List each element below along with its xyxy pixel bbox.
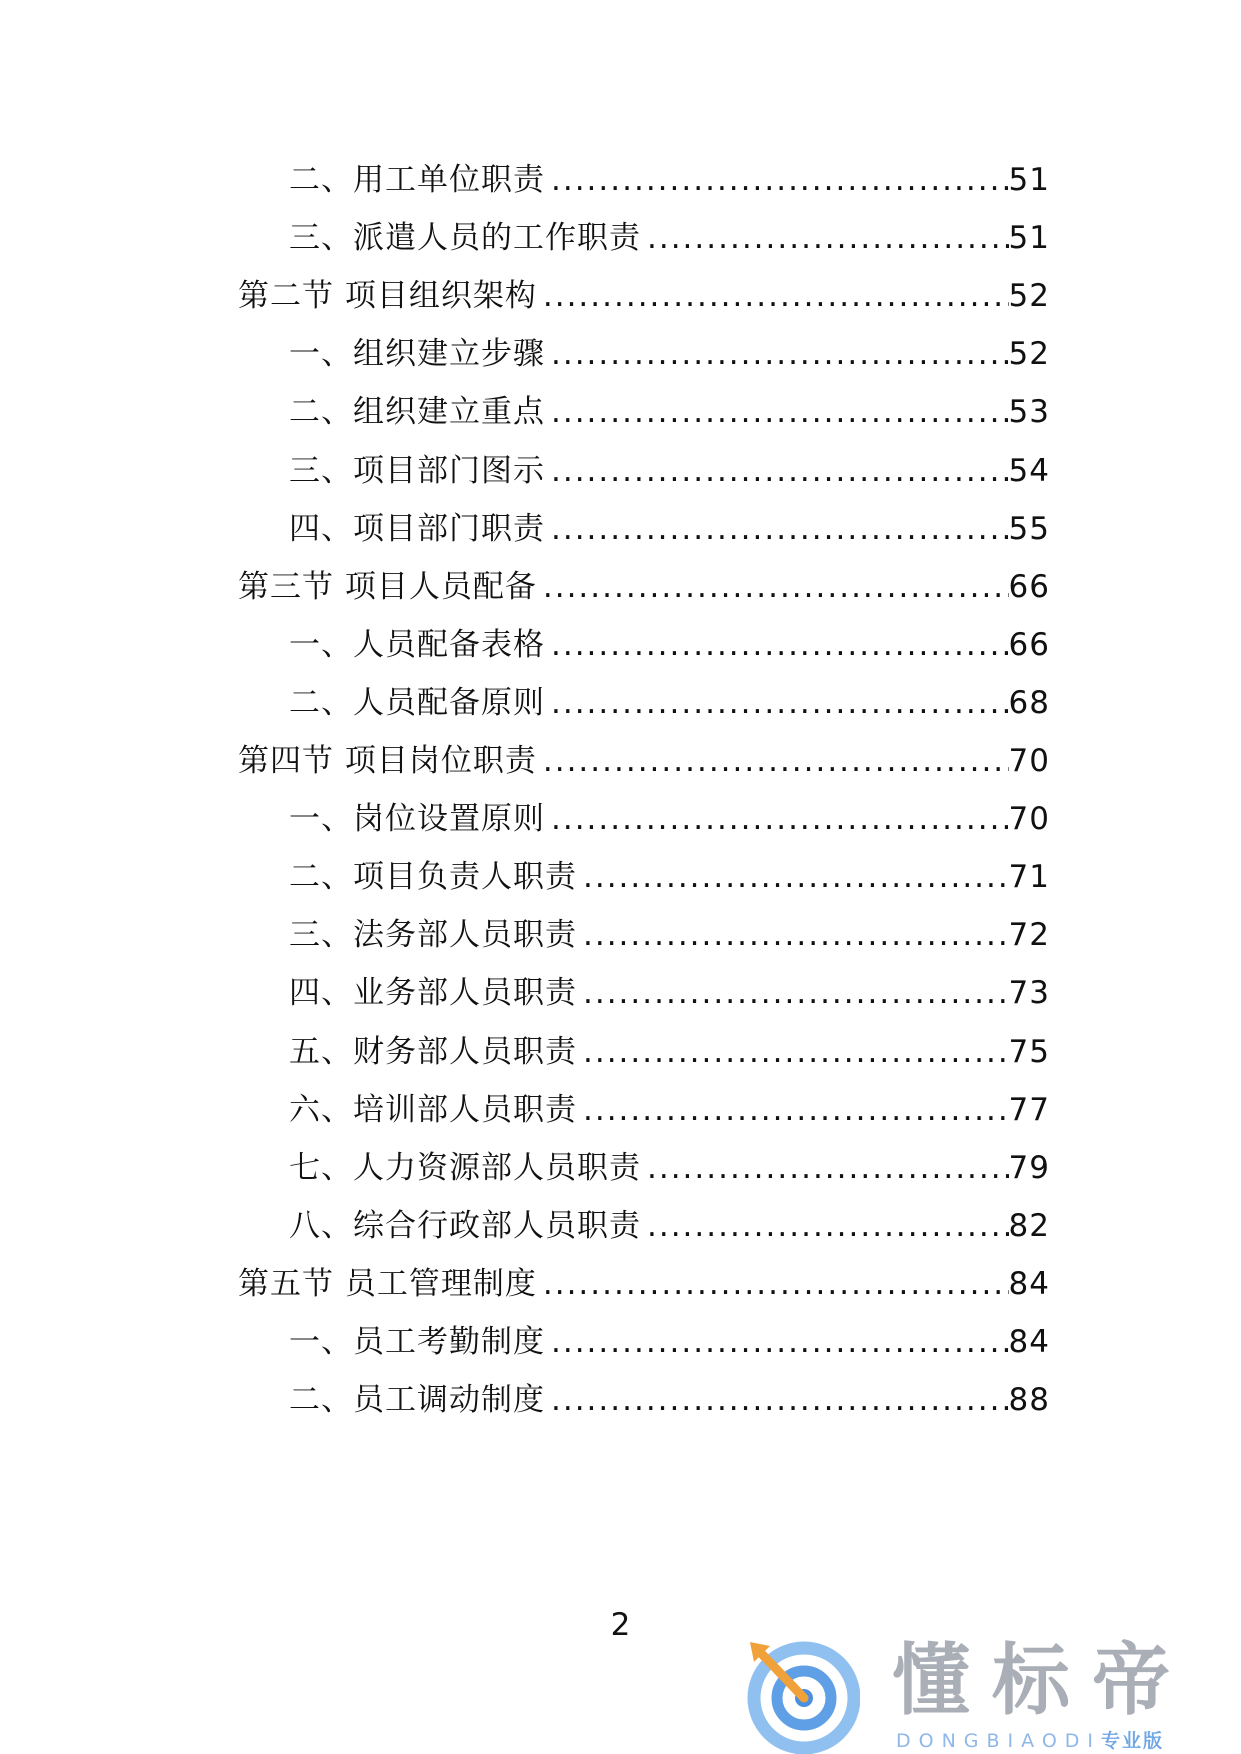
toc-entry-page: 75 [1008, 1033, 1050, 1070]
page-number: 2 [610, 1607, 631, 1643]
toc-entry-title: 三、项目部门图示 [289, 452, 545, 489]
toc-dot-leader [545, 683, 1009, 723]
toc-dot-leader [545, 799, 1009, 839]
toc-dot-leader [577, 973, 1009, 1013]
toc-entry-title: 三、法务部人员职责 [289, 917, 577, 954]
toc-entry-title: 第三节 项目人员配备 [238, 568, 537, 605]
toc-subsection-entry[interactable] [289, 392, 1050, 432]
toc-entry-title: 五、财务部人员职责 [289, 1033, 577, 1070]
toc-section-entry[interactable] [238, 567, 1050, 607]
toc-dot-leader [545, 509, 1009, 549]
toc-entry-page: 52 [1008, 278, 1050, 315]
toc-entry-page: 70 [1008, 801, 1050, 838]
toc-dot-leader [641, 1206, 1009, 1246]
toc-entry-title: 四、项目部门职责 [289, 510, 545, 547]
toc-dot-leader [537, 276, 1009, 316]
toc-dot-leader [577, 857, 1009, 897]
toc-entry-title: 第二节 项目组织架构 [238, 278, 537, 315]
toc-entry-title: 二、组织建立重点 [289, 394, 545, 431]
toc-entry-page: 70 [1008, 743, 1050, 779]
toc-subsection-entry[interactable] [289, 218, 1050, 258]
watermark-subtitle [896, 1730, 1164, 1752]
toc-subsection-entry[interactable] [289, 915, 1050, 955]
toc-entry-title: 第四节 项目岗位职责 [238, 743, 537, 779]
toc-section-entry[interactable] [238, 741, 1050, 781]
toc-entry-page: 77 [1008, 1091, 1050, 1128]
toc-dot-leader [641, 1148, 1009, 1188]
toc-entry-title: 八、综合行政部人员职责 [289, 1207, 641, 1244]
toc-entry-page: 72 [1008, 917, 1050, 954]
toc-entry-title: 七、人力资源部人员职责 [289, 1149, 641, 1186]
toc-subsection-entry[interactable] [289, 799, 1050, 839]
toc-entry-page: 66 [1008, 568, 1050, 605]
toc-entry-title: 四、业务部人员职责 [289, 975, 577, 1012]
toc-entry-title: 三、派遣人员的工作职责 [289, 220, 641, 257]
toc-entry-title: 第五节 员工管理制度 [238, 1265, 537, 1302]
toc-subsection-entry[interactable] [289, 1032, 1050, 1072]
watermark-brand: 懂标帝 [892, 1636, 1193, 1726]
toc-entry-page: 54 [1008, 452, 1050, 489]
toc-entry-page: 88 [1008, 1382, 1050, 1419]
toc-entry-page: 71 [1008, 859, 1050, 896]
toc-entry-page: 51 [1008, 162, 1050, 198]
toc-entry-title: 二、人员配备原则 [289, 684, 545, 721]
toc-entry-title: 二、项目负责人职责 [289, 859, 577, 896]
toc-entry-title: 一、人员配备表格 [289, 626, 545, 663]
toc-entry-page: 51 [1008, 220, 1050, 257]
toc-dot-leader [577, 915, 1009, 955]
toc-entry-page: 84 [1008, 1324, 1050, 1360]
toc-dot-leader [545, 451, 1009, 491]
toc-entry-page: 84 [1008, 1265, 1050, 1302]
toc-entry-page: 79 [1008, 1149, 1050, 1186]
toc-entry-page: 68 [1008, 684, 1050, 721]
watermark-subtitle-text: DONGBIAODI [896, 1730, 1102, 1752]
toc-subsection-entry[interactable] [289, 973, 1050, 1013]
toc-subsection-entry[interactable] [289, 334, 1050, 374]
toc-subsection-entry[interactable] [289, 1090, 1050, 1130]
toc-dot-leader [537, 1264, 1009, 1304]
toc-subsection-entry[interactable] [289, 683, 1050, 723]
toc-subsection-entry[interactable] [289, 1148, 1050, 1188]
toc-subsection-entry[interactable] [289, 160, 1050, 200]
toc-entry-page: 52 [1008, 336, 1050, 373]
toc-section-entry[interactable] [238, 276, 1050, 316]
toc-entry-title: 一、组织建立步骤 [289, 336, 545, 373]
toc-subsection-entry[interactable] [289, 1380, 1050, 1420]
toc-entry-page: 55 [1008, 510, 1050, 547]
toc-dot-leader [545, 392, 1009, 432]
watermark [740, 1630, 1240, 1754]
toc-entry-page: 82 [1008, 1207, 1050, 1244]
toc-subsection-entry[interactable] [289, 451, 1050, 491]
toc-entry-page: 53 [1008, 394, 1050, 431]
target-arrow-icon [744, 1638, 860, 1754]
toc-dot-leader [577, 1032, 1009, 1072]
toc-dot-leader [577, 1090, 1009, 1130]
toc-dot-leader [537, 567, 1009, 607]
toc-subsection-entry[interactable] [289, 1322, 1050, 1362]
toc-entry-title: 六、培训部人员职责 [289, 1091, 577, 1128]
toc-entry-title: 二、员工调动制度 [289, 1382, 545, 1419]
toc-entry-title: 二、用工单位职责 [289, 162, 545, 198]
toc-dot-leader [545, 1322, 1009, 1362]
toc-dot-leader [641, 218, 1009, 258]
toc-subsection-entry[interactable] [289, 625, 1050, 665]
toc-entry-title: 一、岗位设置原则 [289, 801, 545, 838]
toc-entry-page: 73 [1008, 975, 1050, 1012]
toc-dot-leader [545, 160, 1009, 200]
toc-section-entry[interactable] [238, 1264, 1050, 1304]
toc-dot-leader [545, 625, 1009, 665]
toc-subsection-entry[interactable] [289, 1206, 1050, 1246]
toc-subsection-entry[interactable] [289, 857, 1050, 897]
watermark-tag: 专业版 [1101, 1730, 1165, 1752]
toc-subsection-entry[interactable] [289, 509, 1050, 549]
toc-entry-page: 66 [1008, 626, 1050, 663]
toc-dot-leader [545, 1380, 1009, 1420]
toc-entry-title: 一、员工考勤制度 [289, 1324, 545, 1360]
toc-dot-leader [537, 741, 1009, 781]
toc-dot-leader [545, 334, 1009, 374]
